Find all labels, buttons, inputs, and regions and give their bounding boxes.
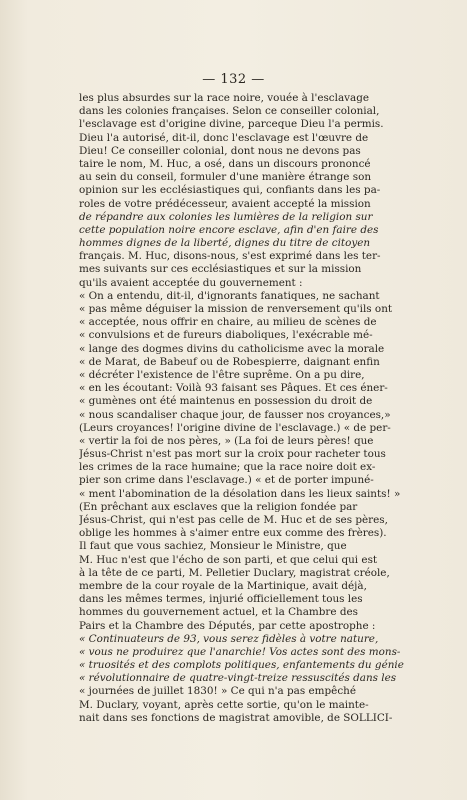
text-line: Il faut que vous sachiez, Monsieur le Ministre, que [79, 540, 347, 553]
text-line: de répandre aux colonies les lumières de la religion sur [79, 210, 373, 223]
text-line: hommes du gouvernement actuel, et la Chambre des [79, 606, 358, 619]
text-line: « ment l'abomination de la désolation dans les lieux saints! » [79, 487, 401, 500]
text-line: « Continuateurs de 93, vous serez fidèles à votre nature, [79, 632, 379, 645]
text-line: Dieu! Ce conseiller colonial, dont nous ne devons pas [79, 144, 361, 157]
text-line: pier son crime dans l'esclavage.) « et de porter impuné- [79, 474, 374, 487]
text-line: membre de la cour royale de la Martinique, avait déjà, [79, 579, 367, 592]
text-line: « décréter l'existence de l'être suprême. On a pu dire, [79, 368, 365, 381]
text-line: cette population noire encore esclave, afin d'en faire des [79, 223, 379, 236]
text-line: (Leurs croyances! l'origine divine de l'esclavage.) « de per- [79, 421, 391, 434]
text-line: opinion sur les ecclésiastiques qui, confiants dans les pa- [79, 184, 381, 197]
text-line: les crimes de la race humaine; que la race noire doit ex- [79, 461, 376, 474]
text-line: « vous ne produirez que l'anarchie! Vos actes sont des mons- [79, 645, 401, 658]
text-line: Dieu l'a autorisé, dit-il, donc l'esclavage est l'œuvre de [79, 131, 369, 144]
text-line: qu'ils avaient acceptée du gouvernement : [79, 276, 303, 289]
text-line: « pas même déguiser la mission de renversement qu'ils ont [79, 303, 393, 315]
text-line: oblige les hommes à s'aimer entre eux comme des frères). [79, 527, 387, 540]
text-line: « lange des dogmes divins du catholicisme avec la morale [79, 342, 385, 355]
page-number: — 132 — [202, 72, 265, 87]
text-line: « de Marat, de Babeuf ou de Robespierre, daignant enfin [79, 355, 380, 368]
text-line: M. Huc n'est que l'écho de son parti, et que celui qui est [79, 553, 378, 566]
text-line: hommes dignes de la liberté, dignes du titre de citoyen [79, 237, 371, 250]
text-line: « en les écoutant: Voilà 93 faisant ses Pâques. Et ces éner- [79, 382, 388, 395]
text-line: dans les mêmes termes, injurié officiellement tous les [79, 593, 363, 606]
text-line: « acceptée, nous offrir en chaire, au milieu de scènes de [79, 316, 377, 329]
text-line: Pairs et la Chambre des Députés, par cette apostrophe : [79, 619, 376, 632]
text-line: M. Duclary, voyant, après cette sortie, qu'on le mainte- [79, 698, 369, 711]
text-line: mes suivants sur ces ecclésiastiques et sur la mission [79, 263, 362, 276]
text-line: « truosités et des complots politiques, enfantements du génie [79, 659, 404, 672]
text-line: roles de votre prédécesseur, avaient accepté la mission [79, 197, 371, 210]
text-line: les plus absurdes sur la race noire, vouée à l'esclavage [79, 92, 370, 104]
body-text [79, 92, 407, 725]
text-line: « convulsions et de fureurs diaboliques, l'exécrable mé- [79, 329, 373, 342]
text-line: taire le nom, M. Huc, a osé, dans un discours prononcé [79, 157, 371, 170]
text-line: l'esclavage est d'origine divine, parceque Dieu l'a permis. [79, 118, 384, 131]
text-line: à la tête de ce parti, M. Pelletier Duclary, magistrat créole, [79, 566, 390, 579]
text-line: nait dans ses fonctions de magistrat amovible, de SOLLICI- [79, 711, 393, 724]
text-line: « gumènes ont été maintenus en possession du droit de [79, 395, 373, 408]
text-line: Jésus-Christ, qui n'est pas celle de M. Huc et de ses pères, [79, 514, 388, 526]
text-line: « On a entendu, dit-il, d'ignorants fanatiques, ne sachant [79, 289, 380, 302]
text-line: « révolutionnaire de quatre-vingt-treize ressuscités dans les [79, 672, 397, 685]
text-line: (En prêchant aux esclaves que la religion fondée par [79, 500, 358, 513]
text-line: français. M. Huc, disons-nous, s'est exprimé dans les ter- [79, 250, 381, 263]
text-line: Jésus-Christ n'est pas mort sur la croix pour racheter tous [79, 448, 386, 461]
text-line: « journées de juillet 1830! » Ce qui n'a pas empêché [79, 685, 356, 698]
text-line: au sein du conseil, formuler d'une manière étrange son [79, 171, 372, 184]
text-line: « vertir la foi de nos pères, » (La foi de leurs pères! que [79, 434, 374, 447]
text-line: dans les colonies françaises. Selon ce conseiller colonial, [79, 105, 380, 118]
text-line: « nous scandaliser chaque jour, de fausser nos croyances,» [79, 408, 391, 421]
